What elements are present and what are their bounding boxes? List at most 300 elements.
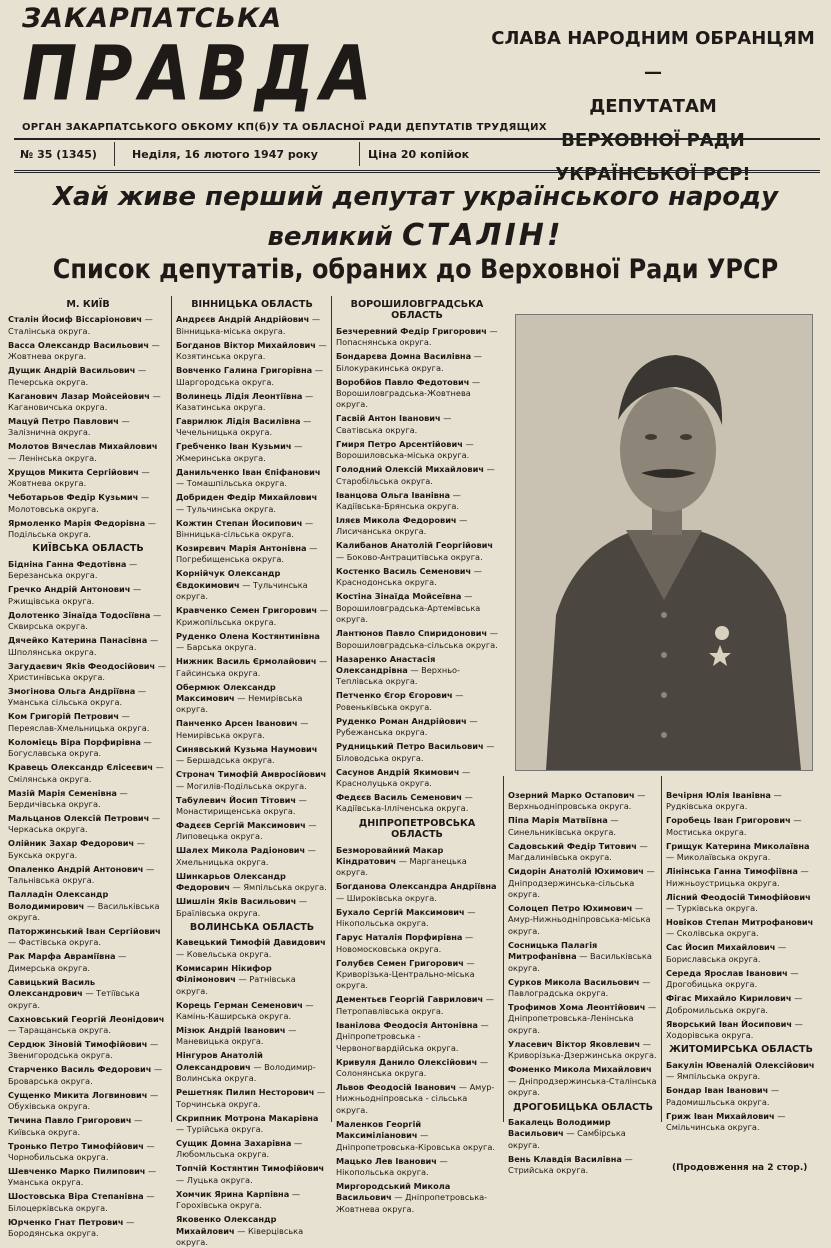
issue-date: Неділя, 16 лютого 1947 року [132, 148, 318, 161]
deputy-name: Фоменко Микола Михайлович [508, 1064, 652, 1075]
deputy-entry [336, 1082, 498, 1116]
deputy-district: — Мостиська округа. [666, 815, 802, 837]
deputy-entry [176, 631, 328, 654]
deputy-name: Нижник Василь Єрмолайович [176, 656, 317, 667]
deputy-district: — Сколівська округа. [666, 928, 759, 939]
deputy-district: — Димерська округа. [8, 951, 127, 973]
deputy-district: — Вінницька-сільська округа. [176, 517, 314, 540]
deputy-entry [666, 1111, 816, 1134]
deputy-name: Голодний Олексій Михайлович [336, 464, 484, 475]
deputy-district: — Рубежанська округа. [336, 715, 478, 738]
deputy-name: Топчій Костянтин Тимофійович [176, 1163, 325, 1174]
deputy-name: Добриден Федір Михайлович [176, 492, 318, 503]
deputy-entry [176, 820, 328, 843]
deputy-district: — Барська округа. [176, 642, 257, 653]
deputy-district: — Крижопільська округа. [176, 605, 328, 627]
deputy-district: — Броварська округа. [8, 1064, 163, 1086]
deputy-district: — Торчинська округа. [176, 1087, 326, 1109]
deputy-district: — Володимир-Волинська округа. [176, 1061, 316, 1084]
deputy-name: Кривуля Данило Олексійович [336, 1056, 478, 1067]
headline-line1: Хай живе перший депутат українського народу [52, 182, 779, 212]
deputy-district: — Ворошиловська-міська округа. [336, 438, 474, 461]
column-4 [508, 790, 658, 1176]
deputy-entry [176, 1138, 328, 1161]
deputy-district: — Христинівська округа. [8, 660, 166, 682]
deputy-name: Грищук Катерина Миколаївна [666, 840, 810, 851]
deputy-entry [8, 661, 168, 684]
deputy-entry [336, 690, 498, 713]
deputy-name: Шишлін Яків Васильович [176, 896, 297, 907]
deputy-district: — Кадіївська-Брянська округа. [336, 489, 461, 512]
deputy-name: Назаренко Анастасія Олександрівна [336, 653, 436, 675]
deputy-entry [176, 682, 328, 716]
deputy-district: — Марганецька округа. [336, 855, 467, 878]
deputy-district: — Білокуракинська округа. [336, 351, 482, 373]
masthead-title: ПРАВДА [22, 29, 379, 118]
deputy-district: — Бершадська округа. [176, 755, 275, 766]
deputy-district: — Сталінська округа. [8, 314, 153, 336]
deputy-district: — Турійська округа. [176, 1124, 264, 1135]
deputy-name: Сущик Домна Захарівна [176, 1138, 292, 1149]
deputy-district: — Тетіївська округа. [8, 988, 140, 1010]
deputy-entry [666, 892, 816, 915]
deputy-district: — Дрогобицька округа. [666, 967, 799, 990]
deputy-entry [336, 377, 498, 411]
deputy-entry [176, 441, 328, 464]
deputy-name: Кавецький Тимофій Давидович [176, 937, 326, 948]
deputy-entry [176, 1163, 328, 1186]
deputy-entry [666, 790, 816, 813]
deputy-name: Опаленко Андрій Антонович [8, 863, 144, 874]
deputy-entry [508, 866, 658, 900]
deputy-district: — Миколаївська округа. [666, 852, 771, 863]
deputy-entry [336, 932, 498, 955]
deputy-name: Яворський Іван Йосипович [666, 1018, 793, 1029]
deputy-name: Козирєвич Марія Антонівна [176, 543, 307, 554]
deputy-name: Васса Олександр Васильович [8, 339, 149, 350]
deputy-name: Сердюк Зіновій Тимофійович [8, 1039, 148, 1049]
deputy-name: Бакалець Володимир Васильович [508, 1116, 611, 1139]
deputy-entry [508, 1117, 658, 1151]
deputy-name: Каганович Лазар Мойсейович [8, 390, 150, 401]
deputy-name: Воробйов Павло Федотович [336, 376, 470, 387]
deputy-district: — Тальнівська округа. [8, 863, 155, 886]
deputy-name: Волинець Лідія Леонтіївна [176, 390, 303, 401]
deputy-entry [8, 1141, 168, 1164]
deputy-entry [176, 543, 328, 566]
deputy-district: — Новомосковська округа. [336, 932, 474, 954]
deputy-entry [666, 1060, 816, 1083]
deputy-name: Корець Герман Семенович [176, 999, 303, 1010]
deputy-name: Гмиря Петро Арсентійович [336, 438, 463, 449]
deputy-district: — Криворізька-Центрально-міська округа. [336, 957, 475, 991]
deputy-entry [8, 951, 168, 974]
deputy-name: Львов Феодосій Іванович [336, 1082, 457, 1093]
deputy-district: — Краснодонська округа. [336, 565, 482, 588]
deputy-district: — Обухівська округа. [8, 1089, 159, 1112]
deputy-entry [336, 907, 498, 930]
deputy-name: Бухало Сергій Максимович [336, 906, 465, 917]
deputy-name: Фігас Михайло Кирилович [666, 993, 792, 1004]
deputy-entry [176, 718, 328, 741]
deputy-entry [666, 841, 816, 864]
deputy-name: Дементьєв Георгій Гаврилович [336, 994, 484, 1005]
region-heading: ВОЛИНСЬКА ОБЛАСТЬ [189, 921, 315, 933]
deputy-district: — Біловодська округа. [336, 741, 495, 763]
deputy-name: Дячейко Катерина Панасівна [8, 635, 148, 646]
deputy-name: Голубєв Семен Григорович [336, 957, 464, 968]
deputy-district: — Дніпропетровська - Червоногвардійська округа. [336, 1019, 489, 1053]
deputy-entry [666, 866, 816, 889]
deputy-district: — Немирівська округа. [176, 718, 309, 740]
deputy-entry [8, 762, 168, 785]
deputy-entry [176, 769, 328, 792]
deputy-entry [666, 917, 816, 940]
deputy-entry [8, 441, 168, 464]
deputy-entry [8, 365, 168, 388]
deputy-district: — Печерська округа. [8, 365, 147, 387]
deputy-entry [336, 1057, 498, 1080]
deputy-entry [176, 795, 328, 818]
deputy-district: — Смілянська округа. [8, 762, 164, 784]
deputy-entry [8, 467, 168, 490]
deputy-district: — Казатинська округа. [176, 390, 314, 413]
deputy-district: — Липовецька округа. [176, 819, 317, 842]
deputy-name: Савицький Василь Олександрович [8, 976, 96, 999]
deputy-name: Бондарєва Домна Василівна [336, 351, 472, 362]
deputy-district: — Букська округа. [8, 838, 145, 860]
deputy-entry [8, 737, 168, 760]
deputy-entry [176, 1113, 328, 1136]
deputy-name: Богданов Віктор Михайлович [176, 339, 316, 350]
deputy-district: — Амур-Нижньодніпровська - сільська округа. [336, 1082, 495, 1115]
deputy-name: Руденко Олена Костянтинівна [176, 630, 320, 641]
deputy-name: Синявський Кузьма Наумович [176, 743, 318, 754]
deputy-entry [336, 881, 498, 904]
deputy-district: — Верхньодніпровська округа. [508, 790, 646, 812]
deputy-name: Лінінська Ганна Тимофіївна [666, 866, 798, 877]
deputy-district: — Лисичанська округа. [336, 515, 468, 537]
deputy-district: — Васильківська округа. [8, 900, 160, 922]
deputy-district: — Ворошиловградська-сільська округа. [336, 628, 498, 650]
deputy-name: Богданова Олександра Андріївна [336, 881, 497, 892]
deputy-district: — Синельниківська округа. [508, 815, 619, 837]
deputy-entry [8, 416, 168, 439]
deputy-district: — Сквирська округа. [8, 609, 162, 632]
deputy-name: Мізюк Андрій Іванович [176, 1025, 286, 1035]
deputy-entry [666, 1019, 816, 1042]
region-heading: КИЇВСЬКА ОБЛАСТЬ [32, 543, 144, 555]
deputy-name: Табулевич Йосип Тітович [176, 794, 296, 805]
deputy-district: — Павлоградська округа. [508, 976, 651, 999]
deputy-district: — Уманська округа. [8, 1166, 157, 1188]
deputy-entry [8, 1115, 168, 1138]
deputy-district: — Шполянська округа. [8, 635, 159, 657]
deputy-entry [336, 994, 498, 1017]
deputy-name: Гарус Наталія Порфирівна [336, 932, 463, 943]
deputy-entry [336, 351, 498, 374]
stalin-portrait [515, 314, 813, 771]
deputy-entry [336, 845, 498, 879]
deputy-district: — Старобільська округа. [336, 464, 495, 486]
deputy-entry [8, 314, 168, 337]
deputy-entry [176, 1025, 328, 1048]
deputy-entry [8, 492, 168, 515]
deputy-name: Кожтин Степан Йосипович [176, 517, 303, 528]
deputy-name: Змогінова Ольга Андріївна [8, 685, 136, 696]
deputy-name: Долотенко Зінаїда Тодосіївна [8, 609, 151, 620]
deputy-entry [8, 635, 168, 658]
subhead: Список депутатів, обраних до Верховної Ради УРСР [52, 253, 779, 285]
deputy-district: — Монастирищенська округа. [176, 794, 307, 816]
deputy-name: Сасунов Андрій Якимович [336, 766, 460, 777]
deputy-district: — Гайсинська округа. [176, 656, 328, 678]
deputy-name: Сталін Йосиф Віссаріонович [8, 314, 143, 325]
deputy-entry [176, 467, 328, 490]
deputy-district: — Верхньо-Теплівська округа. [336, 664, 460, 687]
deputy-name: Хрущов Микита Сергійович [8, 466, 139, 477]
deputy-district: — Фастівська округа. [8, 937, 102, 948]
deputy-name: Тичина Павло Григорович [8, 1115, 132, 1126]
deputy-district: — Рудківська округа. [666, 790, 782, 812]
deputy-name: Озерний Марко Остапович [508, 790, 635, 800]
deputy-name: Безчеревний Федір Григорович [336, 325, 487, 336]
deputy-district: — Бородянська округа. [8, 1216, 135, 1239]
deputy-district: — Переяслав-Хмельницька округа. [8, 711, 150, 733]
deputy-name: Сас Йосип Михайлович [666, 942, 776, 953]
deputy-district: — Васильківська округа. [508, 951, 652, 973]
deputy-name: Середа Ярослав Іванович [666, 967, 788, 978]
deputy-district: — Тульчинська округа. [176, 579, 308, 602]
deputy-entry [8, 889, 168, 923]
deputy-district: — Ворошиловградська-Жовтнева округа. [336, 376, 481, 410]
headline-name: СТАЛІН! [401, 218, 564, 253]
deputy-name: Бідніна Ганна Федотівна [8, 558, 127, 569]
deputy-district: — Бориславська округа. [666, 942, 787, 964]
deputy-name: Іляєв Микола Федорович [336, 515, 457, 526]
deputy-district: — Ровеньківська округа. [336, 690, 464, 712]
deputy-entry [336, 654, 498, 688]
deputy-name: Калибанов Анатолій Георгійович [336, 540, 494, 551]
deputy-entry [176, 492, 328, 515]
region-heading: М. КИЇВ [66, 299, 110, 310]
column-5 [666, 790, 816, 1160]
deputy-name: Шевченко Марко Пилипович [8, 1166, 146, 1177]
continuation-note: (Продовження на 2 стор.) [672, 1163, 808, 1173]
deputy-name: Бондар Іван Іванович [666, 1085, 769, 1096]
deputy-entry [508, 815, 658, 838]
deputy-district: — Таращанська округа. [8, 1025, 111, 1035]
deputy-district: — Браїлівська округа. [176, 896, 308, 918]
deputy-district: — Широківська округа. [336, 892, 437, 903]
deputy-district: — Київська округа. [8, 1115, 143, 1137]
deputy-district: — Жовтнева округа. [8, 466, 150, 489]
deputy-entry [176, 1087, 328, 1110]
deputy-name: Гриж Іван Михайлович [666, 1110, 775, 1121]
deputy-name: Обермюк Олександр Максимович [176, 681, 276, 703]
deputy-name: Загудаєвич Яків Феодосійович [8, 660, 156, 671]
deputy-district: — Нижньоустрицька округа. [666, 866, 809, 888]
masthead-line1: ЗАКАРПАТСЬКА [22, 3, 283, 34]
deputy-name: Фадєєв Сергій Максимович [176, 819, 306, 830]
deputy-district: — Жмеринська округа. [176, 441, 303, 463]
deputy-entry [508, 1039, 658, 1062]
issue-price: Ціна 20 копійок [368, 148, 470, 161]
deputy-entry [8, 788, 168, 811]
deputy-name: Бакулін Ювеналій Олексійович [666, 1059, 815, 1070]
deputy-name: Нінгуров Анатолій Олександрович [176, 1050, 263, 1072]
region-heading: ДНІПРОПЕТРОВСЬКА ОБЛАСТЬ [358, 817, 476, 841]
deputy-district: — Радомишльська округа. [666, 1085, 780, 1107]
deputy-district: — Хмельницька округа. [176, 845, 316, 867]
deputy-entry [8, 838, 168, 861]
deputy-district: — Краснолуцька округа. [336, 766, 471, 788]
deputy-entry [666, 942, 816, 965]
deputy-name: Мацько Лев Іванович [336, 1155, 437, 1166]
deputy-name: Гречко Андрій Антонович [8, 584, 131, 595]
deputy-name: Палладін Олександр Володимирович [8, 889, 109, 911]
deputy-entry [8, 1166, 168, 1189]
deputy-entry [666, 968, 816, 991]
deputy-entry [508, 841, 658, 864]
deputy-district: — Горохівська округа. [176, 1188, 301, 1211]
deputy-district: — Березанська округа. [8, 558, 138, 581]
deputy-name: Чеботарьов Федір Кузьмич [8, 492, 139, 503]
deputy-name: Гасвій Антон Іванович [336, 413, 441, 424]
deputy-entry [336, 464, 498, 487]
deputy-entry [8, 1217, 168, 1240]
deputy-entry [176, 1189, 328, 1212]
deputy-entry [336, 439, 498, 462]
issue-number: № 35 (1345) [20, 148, 97, 161]
deputy-name: Петченко Єгор Єгорович [336, 690, 453, 701]
slogan-line2: ДЕПУТАТАМ [589, 96, 717, 117]
deputy-name: Уласевич Віктор Яковлевич [508, 1038, 641, 1049]
deputy-name: Руденко Роман Андрійович [336, 715, 467, 726]
deputy-name: Паторжинський Іван Сергійович [8, 925, 161, 936]
deputy-district: — Луцька округа. [176, 1174, 253, 1185]
deputy-district: — Молотовська округа. [8, 492, 150, 514]
deputy-district: — Ленінська округа. [8, 452, 97, 463]
deputy-district: — Немирівська округа. [176, 692, 303, 715]
deputy-district: — Шаргородська округа. [176, 365, 323, 387]
deputy-district: — Нікопольська округа. [336, 906, 476, 929]
deputy-district: — Солонянська округа. [336, 1056, 489, 1079]
deputy-name: Федєєв Василь Семенович [336, 791, 463, 802]
deputy-name: Маленков Георгій Максиміліанович [336, 1118, 422, 1141]
deputy-name: Корнійчук Олександр Євдокимович [176, 568, 281, 590]
deputy-entry [176, 391, 328, 414]
deputy-district: — Залізнична округа. [8, 416, 130, 438]
deputy-district: — Дніпропетровська-Кіровська округа. [336, 1130, 495, 1152]
deputy-district: — Чорнобильська округа. [8, 1140, 155, 1163]
deputy-district: — Сватівська округа. [336, 413, 452, 435]
deputy-name: Шостовська Віра Степанівна [8, 1191, 144, 1202]
deputy-entry [336, 741, 498, 764]
deputy-entry [176, 605, 328, 628]
issue-info-bar [14, 138, 820, 173]
deputy-district: — Магдалинівська округа. [508, 840, 648, 863]
deputy-name: Тронько Петро Тимофійович [8, 1140, 144, 1151]
deputy-district: — Дніпропетровська-Жовтнева округа. [336, 1192, 488, 1214]
deputy-entry [336, 716, 498, 739]
deputy-entry [176, 365, 328, 388]
deputy-entry [176, 416, 328, 439]
deputy-name: Дущик Андрій Васильович [8, 365, 136, 376]
deputy-district: — Кадіївська-Ілліченська округа. [336, 791, 473, 814]
deputy-name: Яковенко Олександр Михайлович [176, 1214, 277, 1236]
deputy-district: — Самбірська округа. [508, 1128, 626, 1150]
deputy-entry [336, 540, 498, 563]
deputy-district: — Смільчинська округа. [666, 1110, 786, 1133]
deputy-entry [176, 1000, 328, 1023]
deputy-name: Шинкарьов Олександр Федорович [176, 870, 286, 893]
deputy-name: Коломієць Віра Порфирівна [8, 736, 141, 747]
deputy-name: Кравець Олександр Єлісеєвич [8, 762, 153, 773]
column-2 [176, 296, 328, 1248]
deputy-entry [336, 792, 498, 815]
deputy-district: — Боково-Антрацитівська округа. [336, 551, 483, 562]
region-heading: ЖИТОМИРСЬКА ОБЛАСТЬ [669, 1044, 813, 1056]
deputy-district: — Ківерцівська округа. [176, 1225, 304, 1248]
deputy-name: Горобець Іван Григорович [666, 815, 791, 826]
deputy-district: — Ржищівська округа. [8, 584, 142, 606]
deputy-name: Данильченко Іван Єпіфанович [176, 466, 321, 477]
deputy-district: — Богуславська округа. [8, 736, 152, 759]
deputy-entry [8, 1039, 168, 1062]
deputy-entry [8, 711, 168, 734]
organ-line: ОРГАН ЗАКАРПАТСЬКОГО ОБКОМУ КП(б)У ТА ОБЛАСНОЇ РАДИ ДЕПУТАТІВ ТРУДЯЩИХ [22, 122, 547, 133]
deputy-name: Комисарин Нікифор Філімонович [176, 962, 272, 985]
deputy-name: Андрєєв Андрій Андрійович [176, 314, 310, 325]
slogan-line1: СЛАВА НАРОДНИМ ОБРАНЦЯМ — [491, 28, 815, 83]
deputy-name: Скрипник Мотрона Макарівна [176, 1112, 319, 1123]
deputy-name: Вень Клавдія Василівна [508, 1153, 622, 1164]
deputy-entry [508, 1064, 658, 1098]
deputy-district: — Попаснянська округа. [336, 325, 498, 348]
deputy-district: — Подільська округа. [8, 517, 156, 540]
deputy-district: — Нікопольська округа. [336, 1155, 448, 1178]
deputy-entry [508, 903, 658, 937]
deputy-name: Сурков Микола Васильович [508, 976, 640, 987]
deputy-entry [336, 1020, 498, 1054]
deputy-district: — Ямпільська округа. [232, 882, 327, 893]
deputy-name: Сахновський Георгій Леонідович [8, 1013, 165, 1024]
deputy-entry [8, 518, 168, 541]
deputy-entry [176, 937, 328, 960]
deputy-district: — Маневицька округа. [176, 1025, 297, 1047]
deputy-entry [336, 591, 498, 625]
deputy-entry [336, 1156, 498, 1179]
deputy-name: Садовський Федір Титович [508, 840, 637, 851]
deputy-entry [176, 568, 328, 602]
deputy-district: — Амур-Нижньодніпровська-міська округа. [508, 903, 651, 936]
deputy-district: — Турківська округа. [666, 903, 758, 914]
deputy-district: — Дніпропетровська-Ленінська округа. [508, 1002, 657, 1035]
deputy-name: Безморовайний Макар Кіндратович [336, 844, 444, 866]
deputy-entry [8, 813, 168, 836]
deputy-name: Шалех Микола Радіонович [176, 845, 306, 856]
deputy-entry [336, 1181, 498, 1215]
deputy-name: Панченко Арсен Іванович [176, 718, 298, 729]
deputy-name: Новіков Степан Митрофанович [666, 917, 814, 928]
deputy-name: Стронач Тимофій Амвросійович [176, 769, 327, 780]
deputy-name: Гаврилюк Лідія Василівна [176, 416, 301, 427]
deputy-district: — Тульчинська округа. [176, 503, 277, 514]
deputy-entry [176, 963, 328, 997]
deputy-district: — Вінницька-міська округа. [176, 314, 321, 336]
deputy-name: Гребченко Іван Кузьмич [176, 441, 292, 452]
